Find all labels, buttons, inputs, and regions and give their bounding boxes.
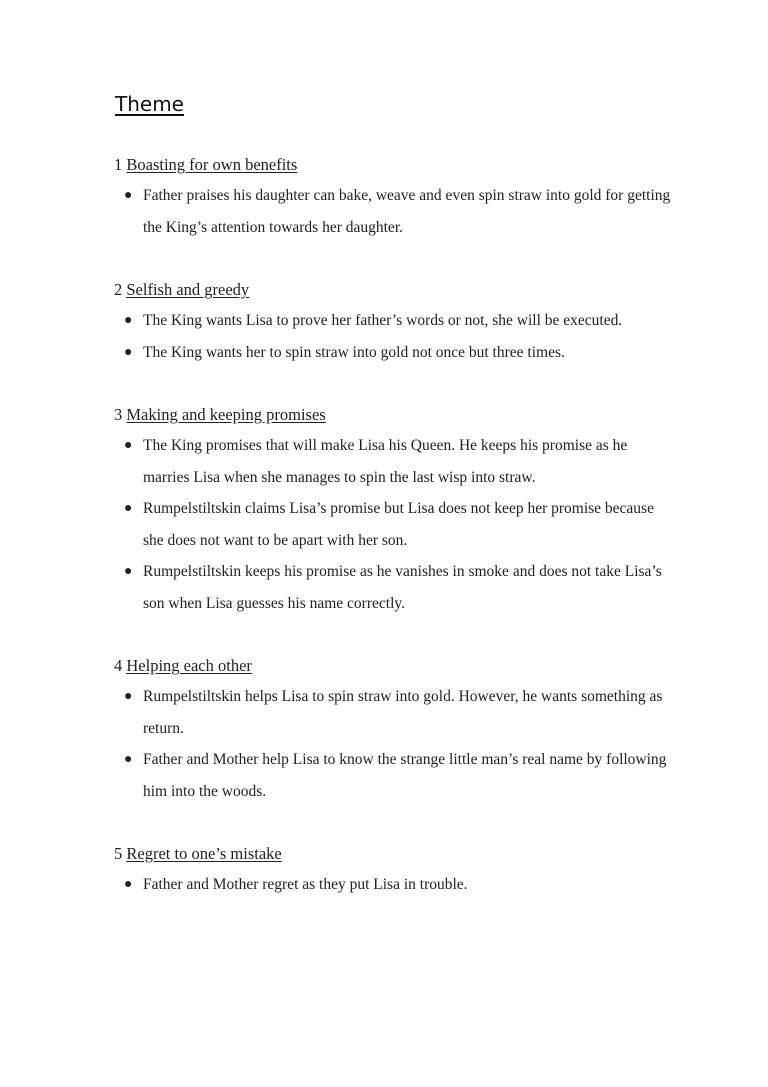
section-heading: 1 Boasting for own benefits (114, 155, 298, 174)
bullet-icon: ● (124, 501, 133, 516)
section-heading: 3 Making and keeping promises (114, 405, 326, 424)
section-heading: 4 Helping each other (114, 656, 252, 675)
list-item: ● The King wants her to spin straw into gold not once but three times. (114, 337, 674, 369)
list-item: ● Father and Mother help Lisa to know the strange little man’s real name by following him into the woods. (114, 744, 674, 807)
bullet-icon: ● (124, 877, 133, 892)
list-item: ● Rumpelstiltskin helps Lisa to spin straw into gold. However, he wants something as return. (114, 681, 674, 744)
bullet-icon: ● (124, 564, 133, 579)
section-heading: 2 Selfish and greedy (114, 280, 250, 299)
page-title: Theme (115, 92, 184, 116)
theme-list (114, 150, 674, 901)
bullet-icon: ● (124, 188, 133, 203)
list-item: ● The King promises that will make Lisa his Queen. He keeps his promise as he marries Lisa when she manages to spin the last wisp into straw. (114, 430, 674, 493)
bullet-icon: ● (124, 438, 133, 453)
list-item: ● Father and Mother regret as they put Lisa in trouble. (114, 869, 674, 901)
bullet-icon: ● (124, 689, 133, 704)
theme-section (114, 839, 674, 901)
bullet-icon: ● (124, 344, 133, 360)
list-item: ● Rumpelstiltskin claims Lisa’s promise but Lisa does not keep her promise because she does not want to be apart with her son. (114, 493, 674, 556)
list-item: ● Father praises his daughter can bake, weave and even spin straw into gold for getting the King’s attention towards her daughter. (114, 180, 674, 243)
bullet-icon: ● (124, 313, 133, 328)
theme-section (114, 150, 674, 243)
bullet-icon: ● (124, 752, 133, 767)
list-item: ● Rumpelstiltskin keeps his promise as he vanishes in smoke and does not take Lisa’s son when Lisa guesses his name correctly. (114, 556, 674, 619)
list-item: ● The King wants Lisa to prove her father’s words or not, she will be executed. (114, 305, 674, 337)
section-heading: 5 Regret to one’s mistake (114, 844, 282, 863)
theme-section (114, 400, 674, 619)
theme-section (114, 275, 674, 368)
theme-section (114, 651, 674, 807)
